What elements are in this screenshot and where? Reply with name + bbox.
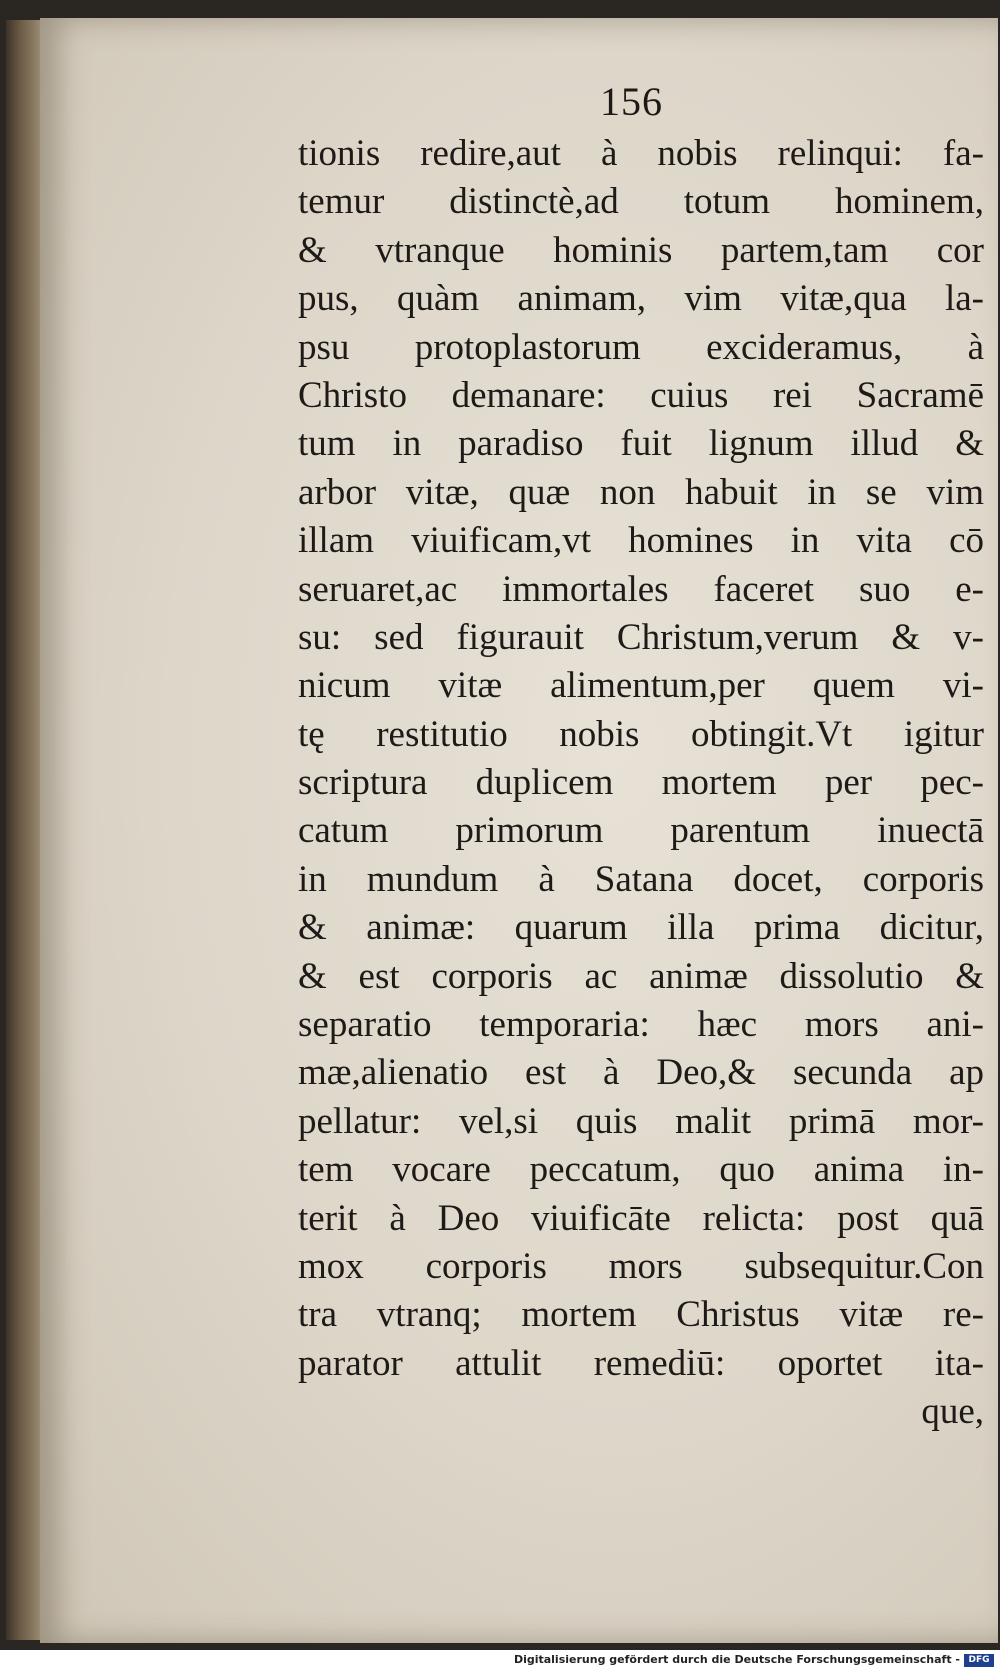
- text-line-9: illam viuificam,vt homines in vita cō: [298, 520, 984, 562]
- text-line-13: tę restitutio nobis obtingit.Vt igitur: [298, 713, 984, 755]
- dfg-logo-icon: DFG: [964, 1654, 994, 1667]
- page-number: 156: [600, 79, 663, 124]
- text-line-2: temur distinctè,ad totum hominem,: [298, 181, 984, 223]
- text-line-19: separatio temporaria: hæc mors ani-: [298, 1004, 984, 1046]
- text-line-17: & animæ: quarum illa prima dicitur,: [298, 907, 984, 949]
- funding-credit: Digitalisierung gefördert durch die Deutsche Forschungsgemeinschaft -: [513, 1653, 960, 1666]
- text-block: [298, 130, 984, 1437]
- text-line-12: nicum vitæ alimentum,per quem vi-: [298, 665, 984, 707]
- text-line-14: scriptura duplicem mortem per pec-: [298, 762, 984, 804]
- text-line-15: catum primorum parentum inuectā: [298, 810, 984, 852]
- text-line-10: seruaret,ac immortales faceret suo e-: [298, 568, 984, 610]
- text-line-3: & vtranque hominis partem,tam cor: [298, 229, 984, 271]
- text-line-8: arbor vitæ, quæ non habuit in se vim: [298, 471, 984, 513]
- text-line-25: tra vtranq; mortem Christus vitæ re-: [298, 1294, 984, 1336]
- text-line-21: pellatur: vel,si quis malit primā mor-: [298, 1100, 984, 1142]
- text-line-24: mox corporis mors subsequitur.Con: [298, 1245, 984, 1287]
- text-line-22: tem vocare peccatum, quo anima in-: [298, 1149, 984, 1191]
- text-line-11: su: sed figurauit Christum,verum & v-: [298, 616, 984, 658]
- text-line-7: tum in paradiso fuit lignum illud &: [298, 423, 984, 465]
- text-line-26: parator attulit remediū: oportet ita-: [298, 1342, 984, 1384]
- text-line-18: & est corporis ac animæ dissolutio &: [298, 955, 984, 997]
- catchword: que,: [921, 1391, 984, 1433]
- text-line-20: mæ,alienatio est à Deo,& secunda ap: [298, 1052, 984, 1094]
- text-line-5: psu protoplastorum excideramus, à: [298, 326, 984, 368]
- text-line-23: terit à Deo viuificāte relicta: post quā: [298, 1197, 984, 1239]
- text-line-1: tionis redire,aut à nobis relinqui: fa-: [298, 133, 984, 174]
- text-line-4: pus, quàm animam, vim vitæ,qua la-: [298, 278, 984, 320]
- footer-bar: [0, 1650, 1000, 1671]
- text-line-16: in mundum à Satana docet, corporis: [298, 858, 984, 900]
- text-line-6: Christo demanare: cuius rei Sacramē: [298, 374, 984, 416]
